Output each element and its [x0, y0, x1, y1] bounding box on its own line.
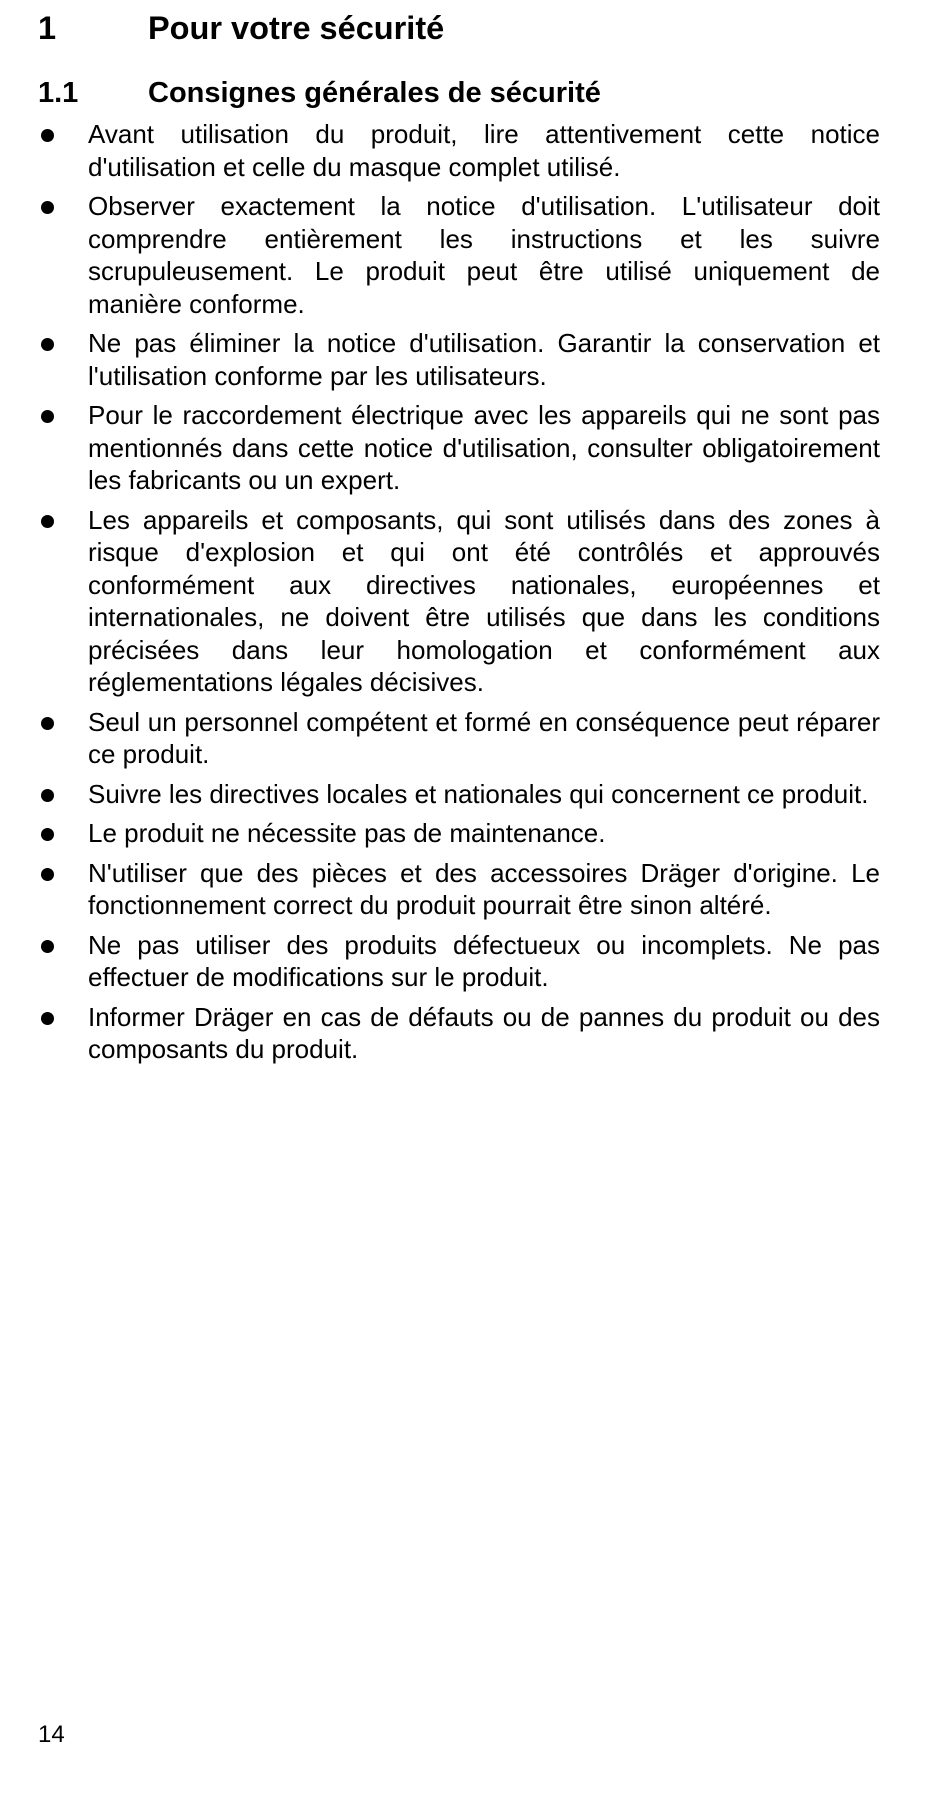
bullet-icon [41, 410, 54, 423]
bullet-icon [41, 828, 54, 841]
list-item [38, 190, 880, 320]
list-item-text: Pour le raccordement électrique avec les appareils qui ne sont pas mentionnés dans cette notice d'utilisation, consulter obligatoirement les fabricants ou un expert. [88, 400, 880, 495]
list-item [38, 118, 880, 183]
bullet-icon [41, 1012, 54, 1025]
list-item [38, 399, 880, 497]
list-item-text: Ne pas utiliser des produits défectueux ou incomplets. Ne pas effectuer de modifications sur le produit. [88, 929, 880, 992]
chapter-title: Pour votre sécurité [148, 10, 445, 46]
chapter-number: 1 [38, 10, 57, 46]
list-item [38, 929, 880, 994]
list-item-text: Avant utilisation du produit, lire attentivement cette notice d'utilisation et celle du masque complet utilisé. [88, 119, 880, 182]
list-item-text: N'utiliser que des pièces et des accessoires Dräger d'origine. Le fonctionnement correct du produit pourrait être sinon altéré. [88, 857, 880, 920]
list-item [38, 778, 880, 811]
section-title: Consignes générales de sécurité [148, 77, 601, 109]
bullet-icon [41, 201, 54, 214]
bullet-icon [41, 515, 54, 528]
section-heading [38, 75, 601, 111]
section-number: 1.1 [38, 77, 79, 109]
bullet-icon [41, 868, 54, 881]
page-number: 14 [38, 1721, 65, 1748]
list-item [38, 817, 880, 850]
bullet-icon [41, 717, 54, 730]
list-item-text: Observer exactement la notice d'utilisation. L'utilisateur doit comprendre entièrement les instructions et les suivre scrupuleusement. Le produit peut être utilisé uniquement de manière conforme. [88, 191, 880, 319]
safety-instructions-list [38, 118, 880, 1073]
bullet-icon [41, 940, 54, 953]
list-item-text: Seul un personnel compétent et formé en conséquence peut réparer ce produit. [88, 706, 880, 769]
bullet-icon [41, 129, 54, 142]
list-item [38, 1001, 880, 1066]
chapter-heading [38, 8, 444, 48]
list-item-text: Suivre les directives locales et nationales qui concernent ce produit. [88, 778, 869, 809]
list-item [38, 327, 880, 392]
list-item [38, 706, 880, 771]
list-item [38, 857, 880, 922]
bullet-icon [41, 338, 54, 351]
list-item-text: Les appareils et composants, qui sont utilisés dans des zones à risque d'explosion et qui ont été contrôlés et approuvés conformément aux directives nationales, européennes et internationales, ne doivent être utilisés que dans les conditions précisées dans leur homologation et conformément aux réglementations légales décisives. [88, 504, 880, 697]
bullet-icon [41, 789, 54, 802]
list-item-text: Le produit ne nécessite pas de maintenance. [88, 818, 606, 848]
list-item-text: Informer Dräger en cas de défauts ou de pannes du produit ou des composants du produit. [88, 1001, 880, 1064]
list-item-text: Ne pas éliminer la notice d'utilisation. Garantir la conservation et l'utilisation conforme par les utilisateurs. [88, 328, 880, 391]
list-item [38, 504, 880, 699]
